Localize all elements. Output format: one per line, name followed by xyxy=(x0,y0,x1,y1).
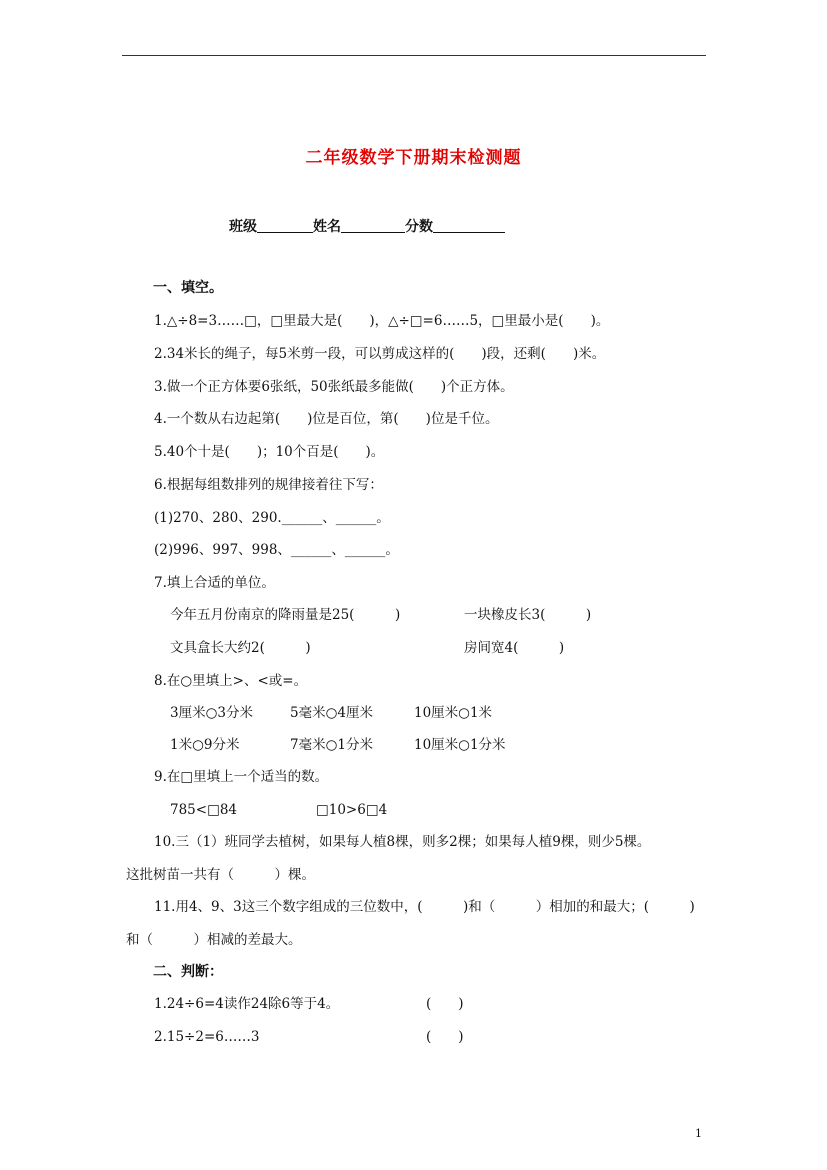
question-6: 6.根据每组数排列的规律接着往下写： xyxy=(154,477,383,493)
class-label: 班级 xyxy=(229,219,257,235)
section-2-heading: 二、判断： xyxy=(153,964,223,980)
question-2: 2.34米长的绳子，每5米剪一段，可以剪成这样的( )段，还剩( )米。 xyxy=(154,346,606,362)
question-7-item-b: 一块橡皮长3( ) xyxy=(464,607,592,623)
question-8-item: 10厘米○1米 xyxy=(414,705,493,721)
question-8-item: 3厘米○3分米 xyxy=(170,705,253,721)
class-blank[interactable] xyxy=(257,232,313,233)
question-6-part-1: (1)270、280、290.______、______。 xyxy=(154,510,390,526)
question-4: 4.一个数从右边起第( )位是百位，第( )位是千位。 xyxy=(154,411,499,427)
section-1-heading: 一、填空。 xyxy=(153,280,223,296)
question-11-line-1: 11.用4、9、3这三个数字组成的三位数中，( )和（ ）相加的和最大；( ) xyxy=(154,899,695,915)
question-9: 9.在□里填上一个适当的数。 xyxy=(154,769,329,785)
judge-item-2-mark: ( ) xyxy=(426,1029,464,1045)
header-rule xyxy=(122,55,706,56)
question-8-item: 5毫米○4厘米 xyxy=(290,705,373,721)
question-8-item: 7毫米○1分米 xyxy=(290,737,373,753)
question-7-item-a: 今年五月份南京的降雨量是25( ) xyxy=(170,607,401,623)
score-label: 分数 xyxy=(405,219,433,235)
question-5: 5.40个十是( )；10个百是( )。 xyxy=(154,444,385,460)
score-blank[interactable] xyxy=(433,232,505,233)
question-7-item-d: 房间宽4( ) xyxy=(464,640,565,656)
name-blank[interactable] xyxy=(341,232,405,233)
question-7-item-c: 文具盒长大约2( ) xyxy=(170,640,311,656)
judge-item-2: 2.15÷2=6……3 xyxy=(154,1029,260,1045)
question-11-line-2: 和（ ）相减的差最大。 xyxy=(126,932,302,948)
page-number: 1 xyxy=(695,1127,702,1140)
judge-item-1-mark: ( ) xyxy=(426,996,464,1012)
question-3: 3.做一个正方体要6张纸，50张纸最多能做( )个正方体。 xyxy=(154,379,514,395)
name-label: 姓名 xyxy=(313,219,341,235)
question-6-part-2: (2)996、997、998、______、______。 xyxy=(154,542,399,558)
question-8-item: 10厘米○1分米 xyxy=(414,737,506,753)
question-9-item: 785<□84 xyxy=(170,802,238,818)
judge-item-1: 1.24÷6=4读作24除6等于4。 xyxy=(154,996,340,1012)
question-10-line-1: 10.三（1）班同学去植树，如果每人植8棵，则多2棵；如果每人植9棵，则少5棵。 xyxy=(154,834,651,850)
question-10-line-2: 这批树苗一共有（ ）棵。 xyxy=(126,867,315,883)
student-info-line xyxy=(229,216,505,236)
question-7: 7.填上合适的单位。 xyxy=(154,575,275,591)
question-1: 1.△÷8=3……□，□里最大是( )，△÷□=6……5，□里最小是( )。 xyxy=(154,313,610,329)
document-title: 二年级数学下册期末检测题 xyxy=(305,148,522,168)
question-9-item: □10>6□4 xyxy=(316,802,388,818)
question-8-item: 1米○9分米 xyxy=(170,737,240,753)
question-8: 8.在○里填上>、<或=。 xyxy=(154,673,308,689)
